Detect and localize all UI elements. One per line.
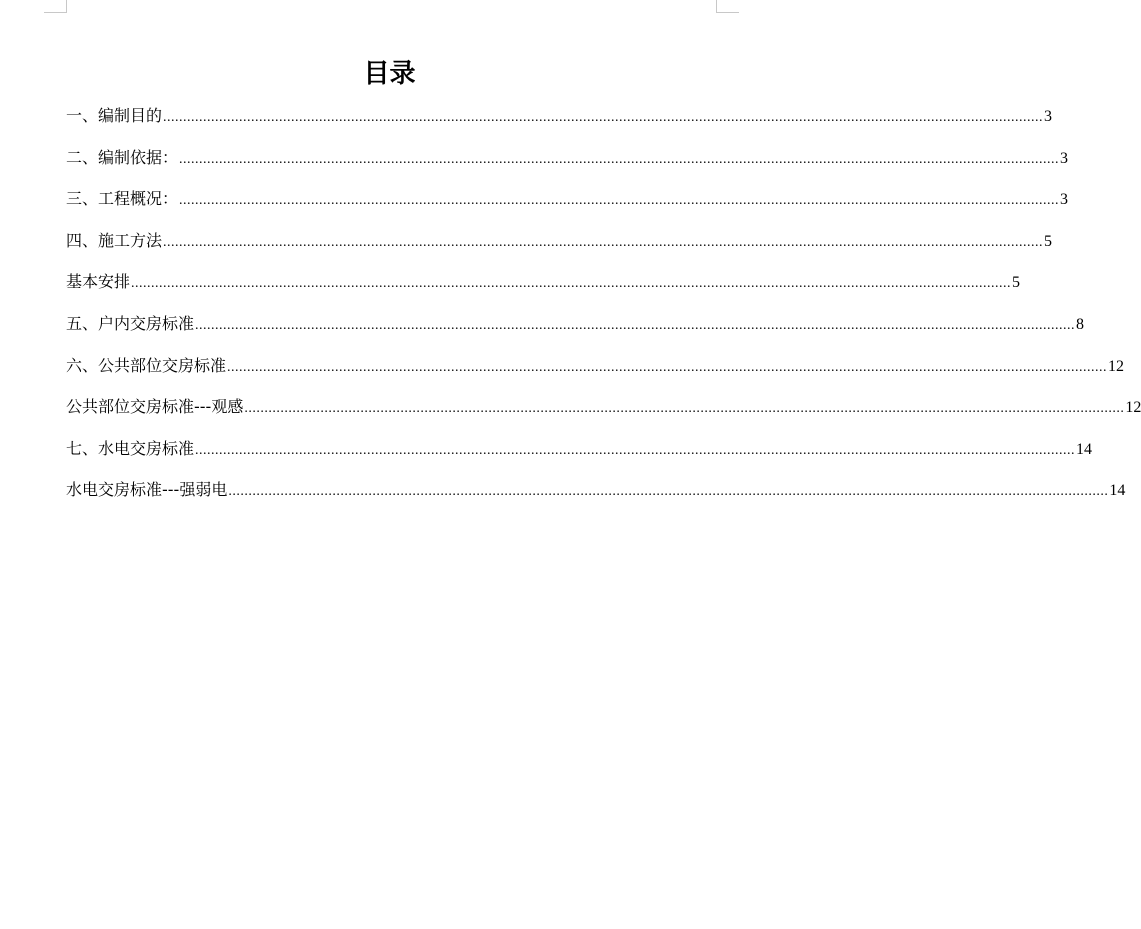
toc-entry-label: 三、工程概况： [66,189,179,209]
toc-entry-label: 水电交房标准---强弱电 [66,480,228,500]
toc-entry-page: 3 [1060,149,1069,167]
toc-dot-leader: ............................................................................................................................................................................................................................ [195,317,1076,333]
toc-entry-page: 12 [1108,357,1125,375]
toc-entry-label: 公共部位交房标准---观感 [66,397,244,417]
toc-entry-page: 5 [1012,274,1021,292]
toc-dot-leader: ............................................................................................................................................................................................................................ [179,193,1060,209]
toc-entry[interactable] [66,395,1141,437]
toc-entry-label: 二、编制依据： [66,147,179,167]
page-corner-mark-top-right [716,0,739,13]
toc-entry-label: 基本安排 [66,272,131,292]
toc-entry[interactable] [66,437,1093,479]
toc-dot-leader: ............................................................................................................................................................................................................................ [227,359,1108,375]
toc-dot-leader: ............................................................................................................................................................................................................................ [244,401,1125,417]
toc-title: 目录 [363,59,416,89]
toc-entry-label: 六、公共部位交房标准 [66,355,227,375]
toc-dot-leader: ............................................................................................................................................................................................................................ [179,151,1060,167]
toc-entry[interactable] [66,312,1085,354]
toc-dot-leader: ............................................................................................................................................................................................................................ [131,276,1012,292]
toc-entry-page: 14 [1109,482,1126,500]
toc-dot-leader: ............................................................................................................................................................................................................................ [163,110,1044,125]
toc-entry-page: 5 [1044,232,1053,250]
toc-entry[interactable] [66,229,1053,271]
toc-entry-page: 8 [1076,315,1085,333]
toc-entry-page: 3 [1044,108,1053,125]
toc-entry[interactable] [66,187,1069,229]
toc-entry-page: 3 [1060,191,1069,209]
toc-entry[interactable] [66,270,1021,312]
toc-entry[interactable] [66,354,1125,396]
toc-entry-page: 14 [1076,440,1093,458]
toc-entry-label: 七、水电交房标准 [66,438,195,458]
page-corner-mark-top-left [44,0,67,13]
toc-dot-leader: ............................................................................................................................................................................................................................ [195,442,1076,458]
toc-entry[interactable] [66,146,1069,188]
toc-entry[interactable] [66,478,1126,520]
toc-entry-label: 四、施工方法 [66,230,163,250]
toc-list [66,104,1141,520]
toc-dot-leader: ............................................................................................................................................................................................................................ [228,484,1109,500]
toc-entry-label: 五、户内交房标准 [66,313,195,333]
toc-entry-label: 一、编制目的 [66,106,163,125]
toc-entry[interactable] [66,104,1053,146]
toc-dot-leader: ............................................................................................................................................................................................................................ [163,234,1044,250]
toc-entry-page: 12 [1125,399,1141,417]
